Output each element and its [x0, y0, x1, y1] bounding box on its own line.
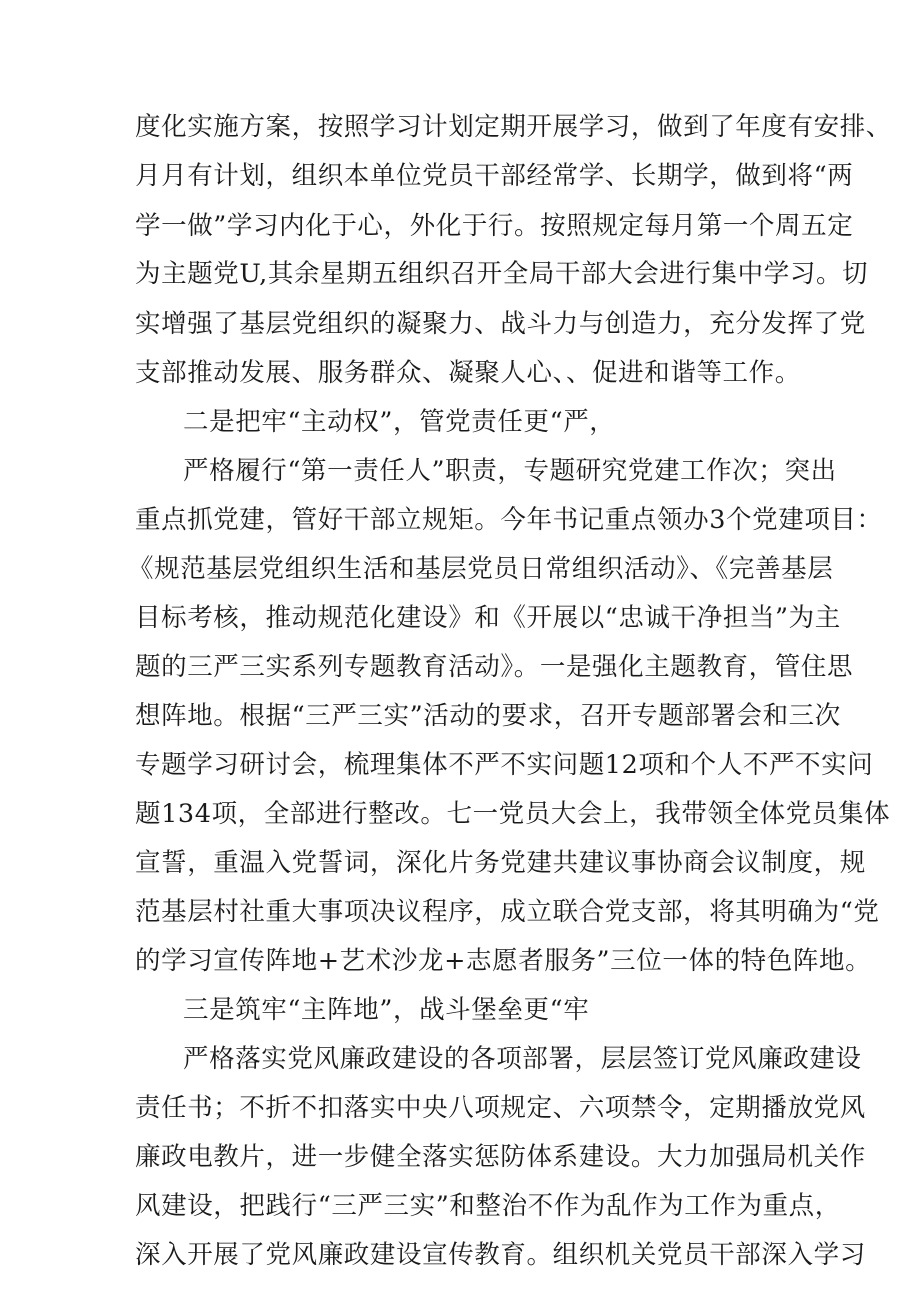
text-line: 重点抓党建，管好干部立规矩。今年书记重点领办3个党建项目：: [135, 505, 883, 535]
text-line: 月月有计划，组织本单位党员干部经常学、长期学，做到将“两: [135, 161, 854, 191]
text-line: 的学习宣传阵地+艺术沙龙+志愿者服务”三位一体的特色阵地。: [135, 946, 872, 976]
text-line: 学一做”学习内化于心，外化于行。按照规定每月第一个周五定: [135, 211, 854, 241]
text-line: 题的三严三实系列专题教育活动》。一是强化主题教育，管住思: [135, 652, 854, 682]
text-line: 为主题党U,其余星期五组织召开全局干部大会进行集中学习。切: [135, 259, 869, 289]
text-line: 想阵地。根据“三严三实”活动的要求，召开专题部署会和三次: [135, 701, 841, 731]
text-line: 度化实施方案，按照学习计划定期开展学习，做到了年度有安排、: [135, 112, 892, 142]
text-line: 《规范基层党组织生活和基层党员日常组织活动》、《完善基层: [128, 554, 834, 584]
text-line: 严格履行“第一责任人”职责，专题研究党建工作次；突出: [183, 456, 837, 486]
text-line: 廉政电教片，进一步健全落实惩防体系建设。大力加强局机关作: [135, 1142, 866, 1172]
text-line: 范基层村社重大事项决议程序，成立联合党支部，将其明确为“党: [135, 897, 880, 927]
text-line: 题134项，全部进行整改。七一党员大会上，我带领全体党员集体: [135, 799, 891, 829]
text-line: 风建设，把践行“三严三实”和整治不作为乱作为工作为重点，: [135, 1191, 841, 1221]
text-line: 深入开展了党风廉政建设宣传教育。组织机关党员干部深入学习: [135, 1240, 866, 1270]
text-line: 专题学习研讨会，梳理集体不严不实问题12项和个人不严不实问: [135, 750, 874, 780]
text-line: 目标考核，推动规范化建设》和《开展以“忠诚干净担当”为主: [135, 603, 841, 633]
text-line: 严格落实党风廉政建设的各项部署，层层签订党风廉政建设: [183, 1044, 862, 1074]
text-line: 支部推动发展、服务群众、凝聚人心、、促进和谐等工作。: [135, 358, 801, 388]
section-heading: 二是把牢“主动权”，管党责任更“严，: [183, 407, 616, 437]
text-line: 责任书；不折不扣落实中央八项规定、六项禁令，定期播放党风: [135, 1093, 866, 1123]
text-line: 宣誓，重温入党誓词，深化片务党建共建议事协商会议制度，规: [135, 848, 866, 878]
section-heading: 三是筑牢“主阵地”，战斗堡垒更“牢: [183, 995, 590, 1025]
text-line: 实增强了基层党组织的凝聚力、战斗力与创造力，充分发挥了党: [135, 309, 866, 339]
